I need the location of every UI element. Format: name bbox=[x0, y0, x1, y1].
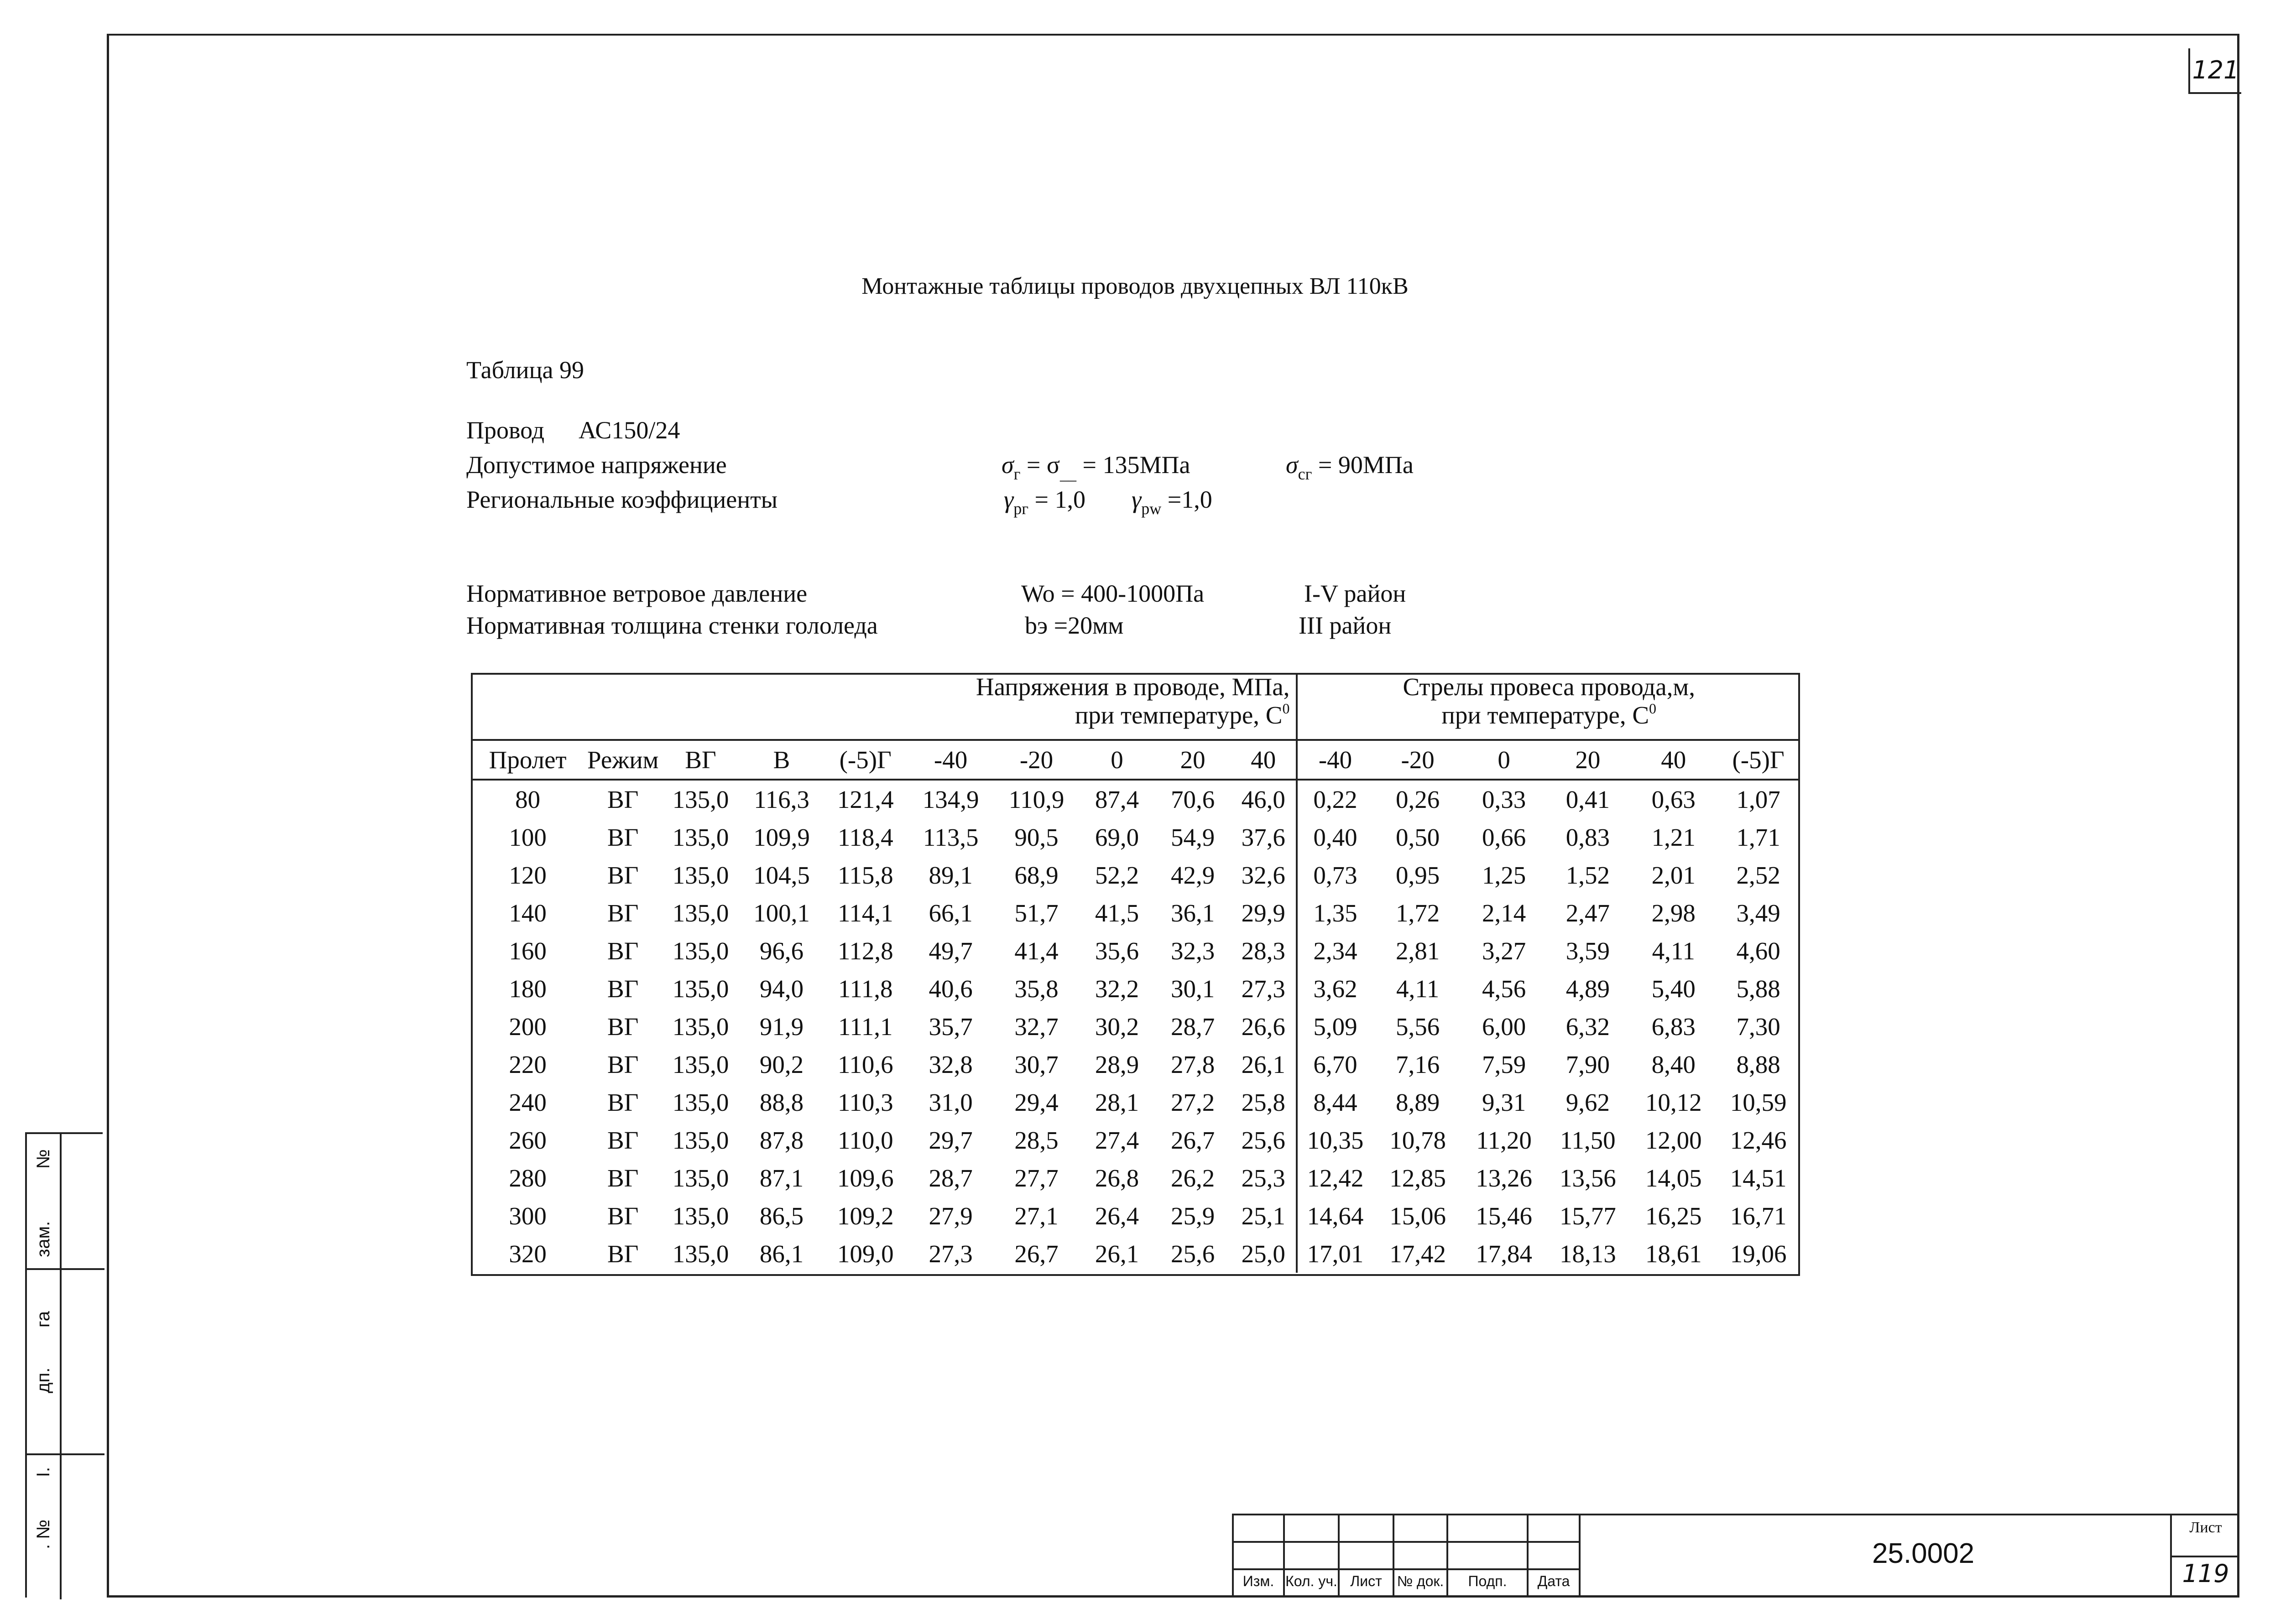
table-cell: 2,81 bbox=[1396, 937, 1440, 965]
table-cell: 12,46 bbox=[1730, 1126, 1787, 1154]
table-cell: 113,5 bbox=[923, 823, 979, 851]
stamp-label-no: № bbox=[33, 1149, 53, 1169]
table-cell: 8,44 bbox=[1297, 1083, 1372, 1121]
table-cell: 110,3 bbox=[837, 1088, 893, 1116]
table-cell: 140 bbox=[509, 899, 547, 927]
table-cell: 135,0 bbox=[672, 899, 729, 927]
table-cell: 1,71 bbox=[1736, 823, 1780, 851]
table-cell: 0,50 bbox=[1396, 823, 1440, 851]
table-cell: 26,7 bbox=[1014, 1240, 1059, 1268]
tb-col-list: Лист bbox=[1350, 1573, 1382, 1589]
table-cell: 180 bbox=[509, 975, 547, 1003]
table-cell: 68,9 bbox=[1014, 861, 1059, 889]
table-label: Таблица 99 bbox=[466, 356, 584, 384]
table-row bbox=[471, 1121, 1800, 1159]
table-cell: 17,01 bbox=[1297, 1235, 1372, 1273]
table-cell: 15,46 bbox=[1476, 1202, 1532, 1230]
table-cell: 14,51 bbox=[1730, 1164, 1787, 1192]
table-cell: 135,0 bbox=[672, 861, 729, 889]
table-cell: 135,0 bbox=[672, 1051, 729, 1078]
table-cell: 16,71 bbox=[1730, 1202, 1787, 1230]
table-cell: 87,4 bbox=[1095, 786, 1139, 813]
column-header: 20 bbox=[1155, 740, 1231, 780]
table-cell: 110,6 bbox=[837, 1051, 893, 1078]
table-cell: 112,8 bbox=[837, 937, 893, 965]
group-header-row bbox=[471, 673, 1800, 740]
sheet-number: 119 bbox=[2182, 1559, 2229, 1588]
table-cell: 10,35 bbox=[1297, 1121, 1372, 1159]
allowed-stress-formula: $\sigma_г = \sigma_{\_\_} = 135МПа$ bbox=[1002, 451, 1190, 483]
column-header: (-5)Г bbox=[823, 740, 908, 780]
sheet-label: Лист bbox=[2189, 1519, 2222, 1536]
table-cell: ВГ bbox=[607, 1202, 639, 1230]
table-row bbox=[471, 780, 1800, 818]
column-header: -40 bbox=[908, 740, 994, 780]
table-row bbox=[471, 856, 1800, 894]
tb-col-kol: Кол. уч. bbox=[1285, 1573, 1337, 1589]
table-cell: 114,1 bbox=[837, 899, 893, 927]
table-cell: 25,6 bbox=[1241, 1126, 1285, 1154]
table-cell: 135,0 bbox=[672, 1126, 729, 1154]
column-header: 40 bbox=[1231, 740, 1297, 780]
table-cell: 31,0 bbox=[929, 1088, 973, 1116]
column-header: 40 bbox=[1630, 740, 1717, 780]
table-cell: 116,3 bbox=[754, 786, 809, 813]
table-cell: 26,7 bbox=[1170, 1126, 1215, 1154]
table-cell: 109,9 bbox=[753, 823, 810, 851]
table-cell: 51,7 bbox=[1014, 899, 1059, 927]
tb-col-podp: Подп. bbox=[1468, 1573, 1507, 1589]
table-cell: ВГ bbox=[607, 1013, 639, 1041]
table-cell: 28,3 bbox=[1241, 937, 1285, 965]
table-cell: 30,2 bbox=[1095, 1013, 1139, 1041]
table-cell: 86,1 bbox=[759, 1240, 804, 1268]
table-cell: 25,0 bbox=[1241, 1240, 1285, 1268]
column-header: -20 bbox=[994, 740, 1079, 780]
table-cell: 135,0 bbox=[672, 1088, 729, 1116]
stamp-label-inv-no: . № bbox=[33, 1519, 53, 1549]
table-cell: 320 bbox=[509, 1240, 547, 1268]
table-cell: 30,7 bbox=[1014, 1051, 1059, 1078]
table-cell: 110,0 bbox=[837, 1126, 893, 1154]
table-cell: 135,0 bbox=[672, 937, 729, 965]
table-cell: 109,6 bbox=[837, 1164, 894, 1192]
column-header: 0 bbox=[1079, 740, 1155, 780]
table-cell: ВГ bbox=[607, 1240, 639, 1268]
stamp-label-ga: га bbox=[33, 1311, 53, 1327]
table-cell: 26,4 bbox=[1095, 1202, 1139, 1230]
table-cell: 1,25 bbox=[1482, 861, 1526, 889]
table-row bbox=[471, 1159, 1800, 1197]
table-cell: 42,9 bbox=[1170, 861, 1215, 889]
table-cell: 32,8 bbox=[929, 1051, 973, 1078]
table-cell: 300 bbox=[509, 1202, 547, 1230]
table-cell: 8,40 bbox=[1651, 1051, 1696, 1078]
table-cell: 10,59 bbox=[1730, 1088, 1787, 1116]
table-cell: 8,88 bbox=[1736, 1051, 1780, 1078]
table-cell: ВГ bbox=[607, 1051, 639, 1078]
ice-value: bэ =20мм bbox=[1025, 612, 1124, 639]
table-cell: 3,59 bbox=[1566, 937, 1610, 965]
table-cell: 87,1 bbox=[759, 1164, 804, 1192]
table-cell: 35,7 bbox=[929, 1013, 973, 1041]
table-cell: 5,09 bbox=[1297, 1008, 1372, 1046]
table-cell: 27,3 bbox=[929, 1240, 973, 1268]
wind-region: I-V район bbox=[1304, 580, 1406, 607]
table-cell: 32,6 bbox=[1241, 861, 1285, 889]
table-row bbox=[471, 1083, 1800, 1121]
column-header: Пролет bbox=[471, 740, 584, 780]
wind-value: Wo = 400-1000Па bbox=[1021, 580, 1205, 607]
stamp-label-i: I. bbox=[33, 1467, 53, 1477]
gamma-rg-formula: $\gamma_{рг} = 1,0$ bbox=[1004, 486, 1086, 518]
table-row bbox=[471, 1008, 1800, 1046]
table-cell: 66,1 bbox=[929, 899, 973, 927]
table-cell: 15,77 bbox=[1559, 1202, 1616, 1230]
table-cell: 90,5 bbox=[1014, 823, 1059, 851]
document-title: Монтажные таблицы проводов двухцепных ВЛ 110кВ bbox=[861, 273, 1409, 299]
table-cell: 25,6 bbox=[1170, 1240, 1215, 1268]
column-header: Режим bbox=[584, 740, 661, 780]
table-cell: 135,0 bbox=[672, 1240, 729, 1268]
table-cell: 25,3 bbox=[1241, 1164, 1285, 1192]
table-cell: 49,7 bbox=[929, 937, 973, 965]
table-row bbox=[471, 1046, 1800, 1083]
table-cell: 2,14 bbox=[1482, 899, 1526, 927]
table-cell: 17,84 bbox=[1476, 1240, 1532, 1268]
table-cell: 111,8 bbox=[838, 975, 893, 1003]
table-cell: 18,61 bbox=[1645, 1240, 1702, 1268]
tb-col-date: Дата bbox=[1537, 1573, 1570, 1589]
table-cell: 11,20 bbox=[1476, 1126, 1532, 1154]
table-cell: 109,0 bbox=[837, 1240, 894, 1268]
table-cell: 9,31 bbox=[1482, 1088, 1526, 1116]
table-cell: 35,6 bbox=[1095, 937, 1139, 965]
column-header: ВГ bbox=[661, 740, 740, 780]
table-cell: 70,6 bbox=[1170, 786, 1215, 813]
table-cell: 4,89 bbox=[1566, 975, 1610, 1003]
table-cell: 27,1 bbox=[1014, 1202, 1059, 1230]
table-cell: 135,0 bbox=[672, 1164, 729, 1192]
table-cell: 28,7 bbox=[1170, 1013, 1215, 1041]
table-cell: 0,40 bbox=[1297, 818, 1372, 856]
table-cell: 2,47 bbox=[1566, 899, 1610, 927]
table-cell: 160 bbox=[509, 937, 547, 965]
table-cell: 5,88 bbox=[1736, 975, 1780, 1003]
wind-label: Нормативное ветровое давление bbox=[466, 580, 808, 607]
table-cell: 86,5 bbox=[759, 1202, 804, 1230]
gamma-pw-formula: $\gamma_{pw} =1,0$ bbox=[1132, 486, 1212, 518]
table-cell: 37,6 bbox=[1241, 823, 1285, 851]
table-cell: 110,9 bbox=[1008, 786, 1065, 813]
tb-col-doc: № док. bbox=[1397, 1573, 1444, 1589]
table-cell: 104,5 bbox=[753, 861, 810, 889]
table-cell: 0,83 bbox=[1566, 823, 1610, 851]
table-cell: 91,9 bbox=[759, 1013, 804, 1041]
table-cell: 240 bbox=[509, 1088, 547, 1116]
table-cell: ВГ bbox=[607, 1088, 639, 1116]
table-cell: 29,9 bbox=[1241, 899, 1285, 927]
table-cell: ВГ bbox=[607, 937, 639, 965]
table-cell: 7,90 bbox=[1566, 1051, 1610, 1078]
table-cell: 28,1 bbox=[1095, 1088, 1139, 1116]
table-cell: 2,34 bbox=[1297, 932, 1372, 970]
column-header: В bbox=[740, 740, 824, 780]
table-cell: 28,9 bbox=[1095, 1051, 1139, 1078]
table-cell: 100,1 bbox=[753, 899, 810, 927]
table-cell: 94,0 bbox=[759, 975, 804, 1003]
table-cell: 27,2 bbox=[1170, 1088, 1215, 1116]
table-cell: 135,0 bbox=[672, 823, 729, 851]
table-cell: 200 bbox=[509, 1013, 547, 1041]
table-cell: 0,41 bbox=[1566, 786, 1610, 813]
table-cell: 260 bbox=[509, 1126, 547, 1154]
tb-col-izm: Изм. bbox=[1242, 1573, 1274, 1589]
ice-label: Нормативная толщина стенки гололеда bbox=[466, 612, 878, 639]
table-cell: ВГ bbox=[607, 899, 639, 927]
document-number: 25.0002 bbox=[1872, 1538, 1975, 1569]
table-cell: 0,22 bbox=[1297, 780, 1372, 818]
table-cell: 27,3 bbox=[1241, 975, 1285, 1003]
table-cell: 96,6 bbox=[759, 937, 804, 965]
table-cell: 27,8 bbox=[1170, 1051, 1215, 1078]
page-number: 121 bbox=[2188, 48, 2241, 94]
table-cell: 135,0 bbox=[672, 975, 729, 1003]
avg-stress-formula: $\sigma_{сг} = 90МПа$ bbox=[1286, 451, 1414, 483]
table-cell: 0,66 bbox=[1482, 823, 1526, 851]
table-cell: 220 bbox=[509, 1051, 547, 1078]
table-cell: 0,63 bbox=[1651, 786, 1696, 813]
table-cell: 26,2 bbox=[1170, 1164, 1215, 1192]
table-cell: 27,9 bbox=[929, 1202, 973, 1230]
table-cell: 13,56 bbox=[1559, 1164, 1616, 1192]
table-cell: 29,7 bbox=[929, 1126, 973, 1154]
column-header: -40 bbox=[1297, 740, 1372, 780]
table-cell: 5,56 bbox=[1396, 1013, 1440, 1041]
table-cell: 3,27 bbox=[1482, 937, 1526, 965]
regional-label: Региональные коэффициенты bbox=[466, 486, 778, 513]
table-cell: 27,4 bbox=[1095, 1126, 1139, 1154]
table-cell: 6,70 bbox=[1297, 1046, 1372, 1083]
table-cell: 30,1 bbox=[1170, 975, 1215, 1003]
table-cell: 12,85 bbox=[1389, 1164, 1446, 1192]
table-cell: 26,8 bbox=[1095, 1164, 1139, 1192]
wire-value: АС150/24 bbox=[579, 416, 680, 444]
table-cell: 5,40 bbox=[1651, 975, 1696, 1003]
table-cell: 9,62 bbox=[1566, 1088, 1610, 1116]
table-cell: 69,0 bbox=[1095, 823, 1139, 851]
table-cell: 6,00 bbox=[1482, 1013, 1526, 1041]
table-cell: 3,49 bbox=[1736, 899, 1780, 927]
table-row bbox=[471, 970, 1800, 1008]
table-cell: ВГ bbox=[607, 975, 639, 1003]
table-cell: 41,5 bbox=[1095, 899, 1139, 927]
table-cell: 16,25 bbox=[1645, 1202, 1702, 1230]
table-cell: 17,42 bbox=[1389, 1240, 1446, 1268]
table-cell: 90,2 bbox=[759, 1051, 804, 1078]
table-cell: 25,8 bbox=[1241, 1088, 1285, 1116]
table-cell: 26,1 bbox=[1241, 1051, 1285, 1078]
table-cell: 121,4 bbox=[837, 786, 894, 813]
table-cell: 7,30 bbox=[1736, 1013, 1780, 1041]
stamp-label-dp: дп. bbox=[33, 1367, 53, 1393]
table-cell: 1,21 bbox=[1651, 823, 1696, 851]
left-margin-stamp bbox=[25, 1132, 103, 1598]
table-cell: 118,4 bbox=[837, 823, 893, 851]
table-cell: 6,83 bbox=[1651, 1013, 1696, 1041]
table-cell: 26,6 bbox=[1241, 1013, 1285, 1041]
table-cell: 3,62 bbox=[1297, 970, 1372, 1008]
sag-group-header: Стрелы провеса провода,м, при температуре, $С^0$ bbox=[1297, 673, 1800, 740]
table-cell: 10,12 bbox=[1645, 1088, 1702, 1116]
table-cell: 111,1 bbox=[838, 1013, 893, 1041]
table-cell: ВГ bbox=[607, 786, 639, 813]
table-row bbox=[471, 818, 1800, 856]
column-header: (-5)Г bbox=[1717, 740, 1800, 780]
table-cell: 135,0 bbox=[672, 786, 729, 813]
table-cell: 100 bbox=[509, 823, 547, 851]
table-cell: 2,01 bbox=[1651, 861, 1696, 889]
table-cell: 28,5 bbox=[1014, 1126, 1059, 1154]
table-cell: 0,95 bbox=[1396, 861, 1440, 889]
table-cell: 4,60 bbox=[1736, 937, 1780, 965]
table-row bbox=[471, 932, 1800, 970]
table-cell: 32,2 bbox=[1095, 975, 1139, 1003]
table-cell: 88,8 bbox=[759, 1088, 804, 1116]
table-cell: 32,7 bbox=[1014, 1013, 1059, 1041]
table-cell: 11,50 bbox=[1560, 1126, 1616, 1154]
column-header: -20 bbox=[1373, 740, 1463, 780]
table-cell: 80 bbox=[515, 786, 541, 813]
table-cell: 0,73 bbox=[1297, 856, 1372, 894]
table-cell: 0,33 bbox=[1482, 786, 1526, 813]
table-cell: 4,11 bbox=[1652, 937, 1695, 965]
table-cell: 135,0 bbox=[672, 1013, 729, 1041]
table-cell: 135,0 bbox=[672, 1202, 729, 1230]
table-cell: 54,9 bbox=[1170, 823, 1215, 851]
table-cell: 0,26 bbox=[1396, 786, 1440, 813]
table-cell: 1,72 bbox=[1396, 899, 1440, 927]
table-cell: 14,05 bbox=[1645, 1164, 1702, 1192]
table-cell: 19,06 bbox=[1730, 1240, 1787, 1268]
table-cell: 15,06 bbox=[1389, 1202, 1446, 1230]
table-cell: 36,1 bbox=[1170, 899, 1215, 927]
ice-region: III район bbox=[1299, 612, 1392, 639]
table-cell: 25,9 bbox=[1170, 1202, 1215, 1230]
table-cell: 14,64 bbox=[1297, 1197, 1372, 1235]
column-header: 0 bbox=[1463, 740, 1545, 780]
table-cell: 26,1 bbox=[1095, 1240, 1139, 1268]
table-cell: 134,9 bbox=[922, 786, 979, 813]
table-cell: ВГ bbox=[607, 1126, 639, 1154]
table-cell: 120 bbox=[509, 861, 547, 889]
table-cell: 41,4 bbox=[1014, 937, 1059, 965]
table-cell: 27,7 bbox=[1014, 1164, 1059, 1192]
stress-group-header: Напряжения в проводе, МПа, при температуре, $С^0$ bbox=[976, 673, 1290, 729]
mounting-table bbox=[471, 673, 1800, 1273]
table-cell: 32,3 bbox=[1170, 937, 1215, 965]
table-cell: 2,52 bbox=[1736, 861, 1780, 889]
table-cell: 8,89 bbox=[1396, 1088, 1440, 1116]
table-cell: 4,56 bbox=[1482, 975, 1526, 1003]
table-cell: 4,11 bbox=[1396, 975, 1440, 1003]
table-cell: 18,13 bbox=[1559, 1240, 1616, 1268]
table-cell: 1,07 bbox=[1736, 786, 1780, 813]
table-cell: 28,7 bbox=[929, 1164, 973, 1192]
table-cell: 40,6 bbox=[929, 975, 973, 1003]
table-cell: 29,4 bbox=[1014, 1088, 1059, 1116]
table-cell: 1,35 bbox=[1297, 894, 1372, 932]
table-row bbox=[471, 1235, 1800, 1273]
table-cell: 2,98 bbox=[1651, 899, 1696, 927]
table-cell: 87,8 bbox=[759, 1126, 804, 1154]
table-cell: 109,2 bbox=[837, 1202, 894, 1230]
column-header-row bbox=[471, 740, 1800, 780]
table-cell: 7,59 bbox=[1482, 1051, 1526, 1078]
table-cell: 10,78 bbox=[1389, 1126, 1446, 1154]
table-cell: 6,32 bbox=[1566, 1013, 1610, 1041]
table-cell: 46,0 bbox=[1241, 786, 1285, 813]
table-cell: ВГ bbox=[607, 823, 639, 851]
table-cell: ВГ bbox=[607, 1164, 639, 1192]
wire-label: Провод bbox=[466, 416, 545, 444]
table-row bbox=[471, 1197, 1800, 1235]
stamp-label-zam: зам. bbox=[33, 1221, 53, 1257]
table-cell: 52,2 bbox=[1095, 861, 1139, 889]
table-cell: 12,00 bbox=[1645, 1126, 1702, 1154]
table-cell: 35,8 bbox=[1014, 975, 1059, 1003]
table-cell: 89,1 bbox=[929, 861, 973, 889]
table-cell: 7,16 bbox=[1396, 1051, 1440, 1078]
table-cell: 1,52 bbox=[1566, 861, 1610, 889]
table-cell: 12,42 bbox=[1297, 1159, 1372, 1197]
column-header: 20 bbox=[1545, 740, 1630, 780]
table-cell: ВГ bbox=[607, 861, 639, 889]
table-cell: 280 bbox=[509, 1164, 547, 1192]
table-cell: 13,26 bbox=[1476, 1164, 1532, 1192]
table-body bbox=[471, 780, 1800, 1273]
table-cell: 25,1 bbox=[1241, 1202, 1285, 1230]
table-row bbox=[471, 894, 1800, 932]
allowed-stress-label: Допустимое напряжение bbox=[466, 451, 727, 479]
table-cell: 115,8 bbox=[837, 861, 893, 889]
